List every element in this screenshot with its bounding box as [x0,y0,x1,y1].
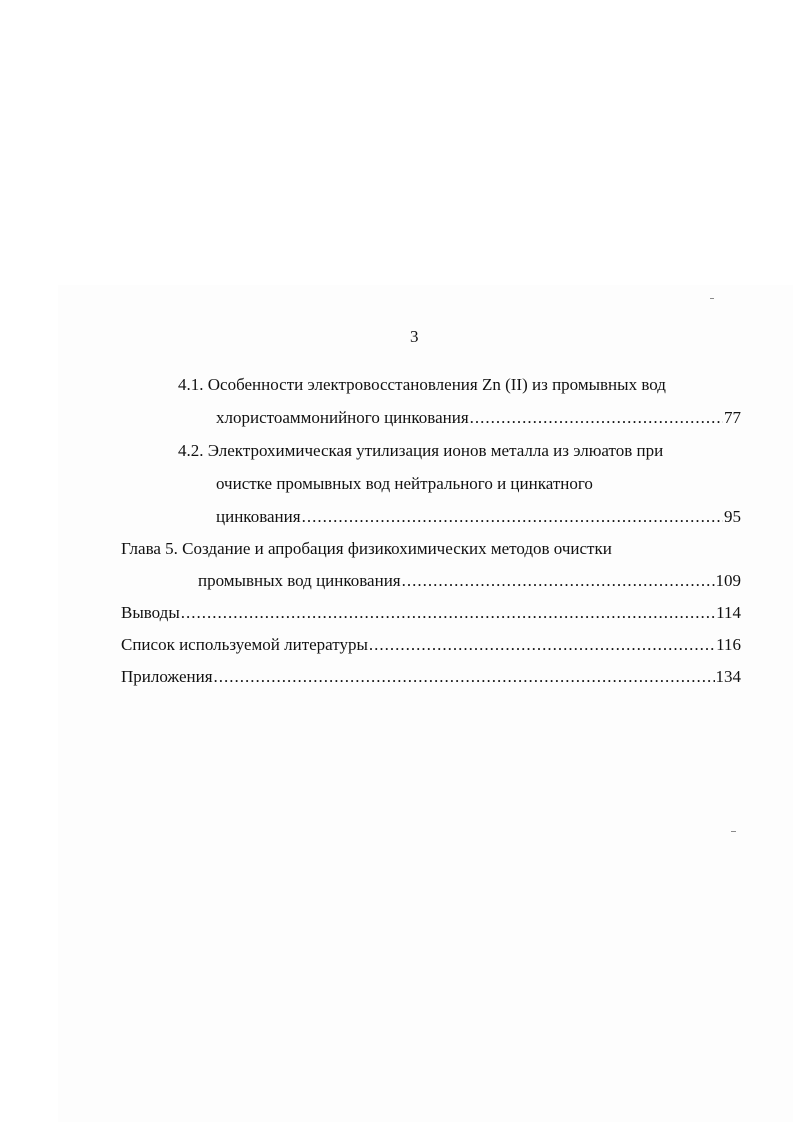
scan-speck [731,831,736,832]
toc-appendices-label: Приложения [121,667,213,686]
dot-leader [369,634,715,656]
toc-item-4-1-title: 4.1. Особенности электровосстановления Zn (II) из промывных вод [178,375,666,394]
toc-item-4-1-entry [216,407,741,429]
toc-conclusions-label: Выводы [121,603,180,622]
scan-speck [710,298,714,299]
toc-item-4-2-label: цинкования [216,507,301,526]
page-number: 3 [410,327,419,346]
toc-conclusions-page: 114 [716,603,741,622]
toc-chapter-5-title: Глава 5. Создание и апробация физикохимических методов очистки [121,539,612,558]
toc-appendices-entry [121,666,741,688]
toc-chapter-5-entry [198,570,741,592]
dot-leader [402,570,715,592]
dot-leader [214,666,715,688]
toc-references-entry [121,634,741,656]
toc-references-label: Список используемой литературы [121,635,368,654]
toc-item-4-2-continuation: очистке промывных вод нейтрального и цинкатного [216,474,593,493]
toc-item-4-2-page: 95 [724,507,741,526]
toc-chapter-5-label: промывных вод цинкования [198,571,401,590]
toc-conclusions-entry [121,602,741,624]
dot-leader [181,602,715,624]
toc-item-4-1-page: 77 [724,408,741,427]
toc-item-4-2-entry [216,506,741,528]
toc-item-4-2-title: 4.2. Электрохимическая утилизация ионов металла из элюатов при [178,441,664,460]
dot-leader [302,506,723,528]
toc-chapter-5-page: 109 [715,571,741,590]
toc-references-page: 116 [716,635,741,654]
toc-item-4-1-label: хлористоаммонийного цинкования [216,408,469,427]
toc-appendices-page: 134 [715,667,741,686]
dot-leader [470,407,723,429]
